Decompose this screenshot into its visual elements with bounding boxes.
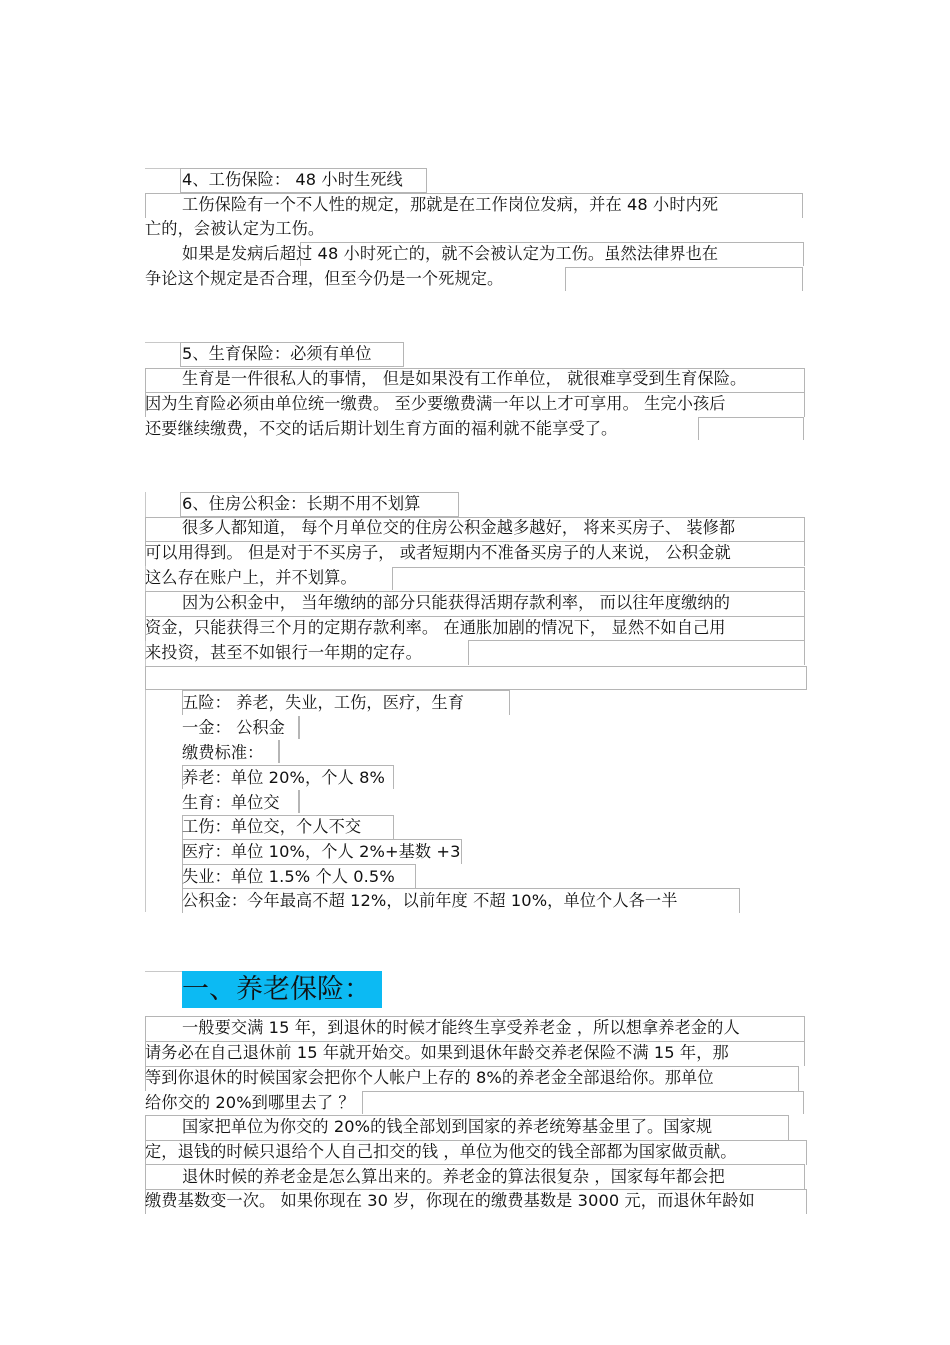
paragraph-line: 给你交的 20%到哪里去了 ？	[145, 1093, 355, 1112]
paragraph-line: 请务必在自己退休前 15 年就开始交。如果到退休年龄交养老保险不满 15 年，那	[145, 1043, 729, 1062]
paragraph-line: 还要继续缴费，不交的话后期计划生育方面的福利就不能享受了。	[145, 419, 618, 438]
text-box	[145, 666, 807, 690]
divider	[145, 168, 181, 169]
paragraph-line: 可以用得到。 但是对于不买房子， 或者短期内不准备买房子的人来说， 公积金就	[145, 543, 731, 562]
list-item: 失业：单位 1.5% 个人 0.5%	[182, 867, 395, 886]
list-item: 生育：单位交	[182, 793, 280, 812]
paragraph-line: 因为生育险必须由单位统一缴费。 至少要缴费满一年以上才可享用。 生完小孩后	[145, 394, 726, 413]
paragraph-line: 定，退钱的时候只退给个人自己扣交的钱 ，单位为他交的钱全部都为国家做贡献。	[145, 1142, 737, 1161]
text-box	[298, 716, 300, 739]
paragraph-line: 来投资，甚至不如银行一年期的定存。	[145, 643, 422, 662]
section-heading-work-injury: 4、工伤保险： 48 小时生死线	[182, 170, 403, 189]
list-item: 医疗：单位 10%，个人 2%+基数 +3	[182, 842, 461, 861]
list-item: 养老：单位 20%，个人 8%	[182, 768, 385, 787]
text-box	[565, 267, 803, 291]
list-item: 缴费标准：	[182, 743, 264, 762]
text-box	[362, 1091, 804, 1114]
paragraph-line: 很多人都知道， 每个月单位交的住房公积金越多越好， 将来买房子、 装修都	[182, 518, 736, 537]
divider	[145, 342, 181, 343]
divider	[145, 971, 182, 972]
paragraph-line: 国家把单位为你交的 20%的钱全部划到国家的养老统筹基金里了。国家规	[182, 1117, 713, 1136]
paragraph-line: 如果是发病后超过 48 小时死亡的，就不会被认定为工伤。虽然法律界也在	[182, 244, 719, 263]
list-item: 五险： 养老，失业，工伤，医疗，生育	[182, 693, 465, 712]
paragraph-line: 因为公积金中， 当年缴纳的部分只能获得活期存款利率， 而以往年度缴纳的	[182, 593, 730, 612]
paragraph-line: 生育是一件很私人的事情， 但是如果没有工作单位， 就很难享受到生育保险。	[182, 369, 747, 388]
text-box	[278, 740, 280, 763]
section-heading-housing-fund: 6、住房公积金：长期不用不划算	[182, 494, 421, 513]
section-heading-maternity: 5、生育保险：必须有单位	[182, 344, 372, 363]
paragraph-line: 亡的，会被认定为工伤。	[145, 219, 325, 238]
paragraph-line: 这么存在账户上，并不划算。	[145, 568, 357, 587]
paragraph-line: 资金，只能获得三个月的定期存款利率。 在通胀加剧的情况下， 显然不如自己用	[145, 618, 726, 637]
paragraph-line: 退休时候的养老金是怎么算出来的。养老金的算法很复杂 ，国家每年都会把	[182, 1167, 725, 1186]
paragraph-line: 等到你退休的时候国家会把你个人帐户上存的 8%的养老金全部退给你。那单位	[145, 1068, 714, 1087]
text-box	[392, 567, 805, 590]
text-box	[298, 790, 300, 813]
text-box	[468, 640, 805, 665]
list-item: 工伤：单位交，个人不交	[182, 817, 362, 836]
section-heading-pension: 一、养老保险：	[182, 971, 382, 1008]
list-item: 一金： 公积金	[182, 718, 285, 737]
text-box	[698, 417, 804, 440]
paragraph-line: 工伤保险有一个不人性的规定，那就是在工作岗位发病，并在 48 小时内死	[182, 195, 719, 214]
list-item: 公积金：今年最高不超 12%，以前年度 不超 10%，单位个人各一半	[182, 891, 678, 910]
paragraph-line: 争论这个规定是否合理，但至今仍是一个死规定。	[145, 269, 504, 288]
paragraph-line: 一般要交满 15 年，到退休的时候才能终生享受养老金 ，所以想拿养老金的人	[182, 1018, 740, 1037]
paragraph-line: 缴费基数变一次。 如果你现在 30 岁，你现在的缴费基数是 3000 元，而退休年龄如	[145, 1191, 755, 1210]
